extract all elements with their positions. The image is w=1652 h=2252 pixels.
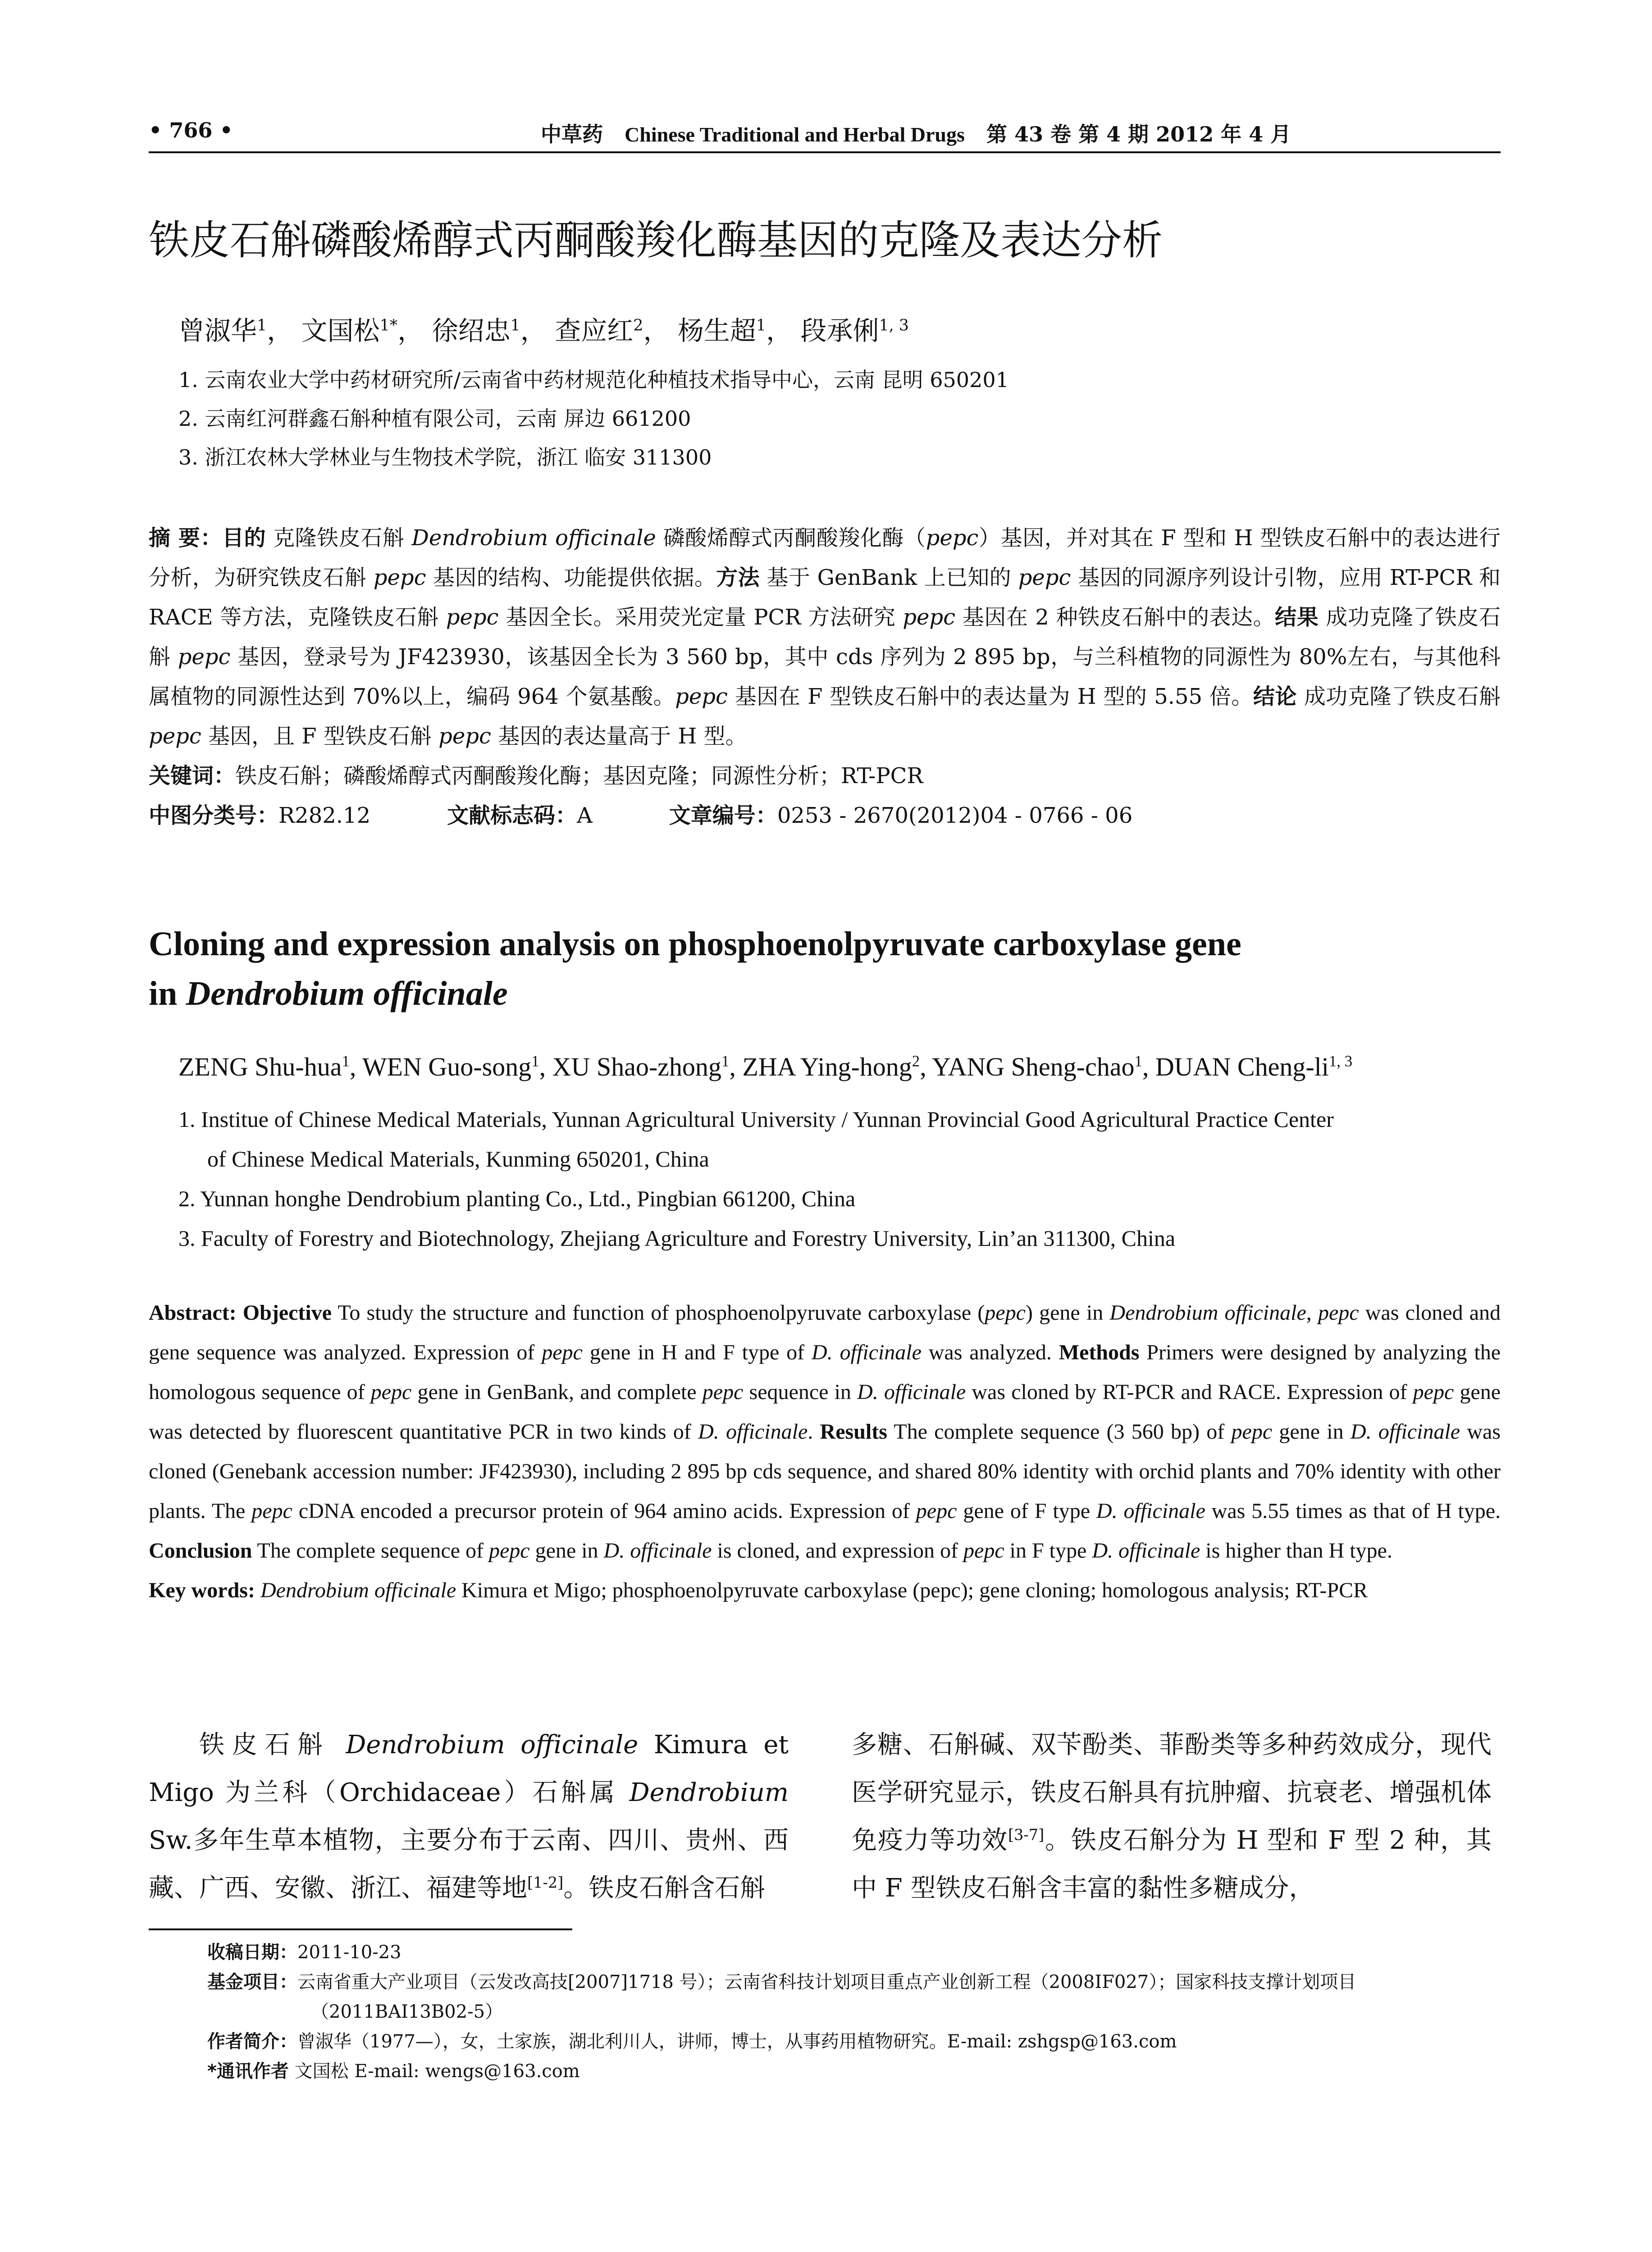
gene-name: pepc <box>963 1539 1004 1563</box>
footnote-label: 作者简介： <box>207 2031 297 2052</box>
gene-name: pepc <box>702 1380 744 1404</box>
text: was cloned by RT-PCR and RACE. Expression of <box>966 1380 1413 1404</box>
text: Sw.多年生草本植物，主要分布于云南、四川、贵州、西藏、广西、安徽、浙江、福建等地 <box>149 1826 789 1903</box>
text: 基因在 2 种铁皮石斛中的表达。 <box>955 605 1275 630</box>
species-name: D. officinale <box>857 1380 966 1404</box>
en-title-line1: Cloning and expression analysis on phosphoenolpyruvate carboxylase gene <box>149 925 1241 963</box>
text: 铁皮石斛 <box>199 1730 346 1760</box>
author-name: YANG Sheng-chao <box>932 1052 1135 1081</box>
species-name: Dendrobium officinale <box>260 1578 456 1602</box>
text: in <box>149 975 186 1012</box>
footnote-fund <box>207 1967 1501 1997</box>
species-name: D. officinale <box>698 1420 808 1444</box>
cn-authors <box>178 315 1485 347</box>
en-authors <box>178 1050 1508 1084</box>
text: 。铁皮石斛含石斛 <box>563 1874 766 1903</box>
species-name: D. officinale <box>1096 1499 1205 1523</box>
text: gene in H and F type of <box>582 1340 812 1364</box>
species-name: Dendrobium officinale <box>1109 1301 1306 1325</box>
author-name: WEN Guo-song <box>362 1052 532 1081</box>
author-name: 杨生超 <box>677 315 756 346</box>
citation: [1-2] <box>527 1874 564 1892</box>
author-affil-mark: 2 <box>912 1052 920 1070</box>
text: 磷酸烯醇式丙酮酸羧化酶（ <box>656 525 926 551</box>
species-name: D. officinale <box>603 1539 712 1563</box>
cn-affiliations <box>178 360 1485 477</box>
author-separator: , <box>349 1052 362 1081</box>
doc-code-label: 文献标志码： <box>447 803 577 828</box>
body-column-right <box>852 1721 1492 1912</box>
author-name: XU Shao-zhong <box>552 1052 721 1081</box>
text: 多糖、石斛碱、双苄酚类、菲酚类等多种药效成分，现代医学研究显示，铁皮石斛具有抗肿瘤、抗衰老、增强机体免疫力等功效 <box>852 1730 1492 1855</box>
text: was cloned and gene sequence was analyzed. Expression of <box>149 1301 1501 1364</box>
en-abstract <box>149 1293 1501 1610</box>
text: 基因的结构、功能提供依据。 <box>426 565 716 590</box>
author-affil-mark: 1 <box>721 1052 730 1070</box>
author-affil-mark: 2 <box>633 316 643 335</box>
footnote-rule <box>149 1928 572 1930</box>
text: 成功克隆了铁皮石斛 <box>149 605 1501 670</box>
text: in F type <box>1004 1539 1092 1563</box>
text: was cloned (Genebank accession number: JF423930), including 2 895 bp cds sequence, and shared 80% identity with orchid plants and 70% identity with other plants. The <box>149 1420 1501 1523</box>
journal-name-en: Chinese Traditional and Herbal Drugs <box>625 123 965 146</box>
text: is cloned, and expression of <box>712 1539 964 1563</box>
journal-issue: 第 43 卷 第 4 期 2012 年 4 月 <box>986 122 1291 146</box>
footnotes <box>207 1937 1501 2086</box>
gene-name: pepc <box>1231 1420 1273 1444</box>
methods-label: Methods <box>1059 1340 1140 1364</box>
gene-name: pepc <box>149 724 201 749</box>
text: 基于 GenBank 上已知的 <box>759 565 1018 590</box>
footnote-label: 收稿日期： <box>207 1942 297 1963</box>
body-paragraph <box>149 1721 789 1912</box>
body-column-left <box>149 1721 789 1912</box>
author-name: 曾淑华 <box>178 315 257 346</box>
text: The complete sequence (3 560 bp) of <box>887 1420 1232 1444</box>
gene-name: pepc <box>985 1301 1026 1325</box>
text: 基因，登录号为 JF423930，该基因全长为 3 560 bp，其中 cds 序列为 2 895 bp，与兰科植物的同源性为 80%左右，与其他科属植物的同源性达到 70%以上，编码 964 个氨基酸。 <box>149 644 1501 709</box>
author-affil-mark: 1, 3 <box>1328 1052 1353 1070</box>
species-name: D. officinale <box>812 1340 922 1364</box>
cn-title: 铁皮石斛磷酸烯醇式丙酮酸羧化酶基因的克隆及表达分析 <box>149 217 1163 264</box>
gene-name: pepc <box>1413 1380 1454 1404</box>
text: . <box>808 1420 820 1444</box>
en-abstract-text <box>149 1293 1501 1571</box>
cn-abstract <box>149 518 1501 835</box>
gene-name: pepc <box>446 605 499 630</box>
author-separator: , <box>920 1052 932 1081</box>
gene-name: pepc <box>370 1380 412 1404</box>
running-header <box>149 118 1501 150</box>
abstract-label: Abstract: Objective <box>149 1301 332 1325</box>
author-affil-mark: 1 <box>342 1052 350 1070</box>
text: Kimura et Migo 为兰科（Orchidaceae）石斛属 <box>149 1730 789 1807</box>
cn-keywords <box>149 756 1501 796</box>
author-name: 文国松 <box>301 315 380 346</box>
author-name: ZHA Ying-hong <box>742 1052 912 1081</box>
text: gene in <box>529 1539 604 1563</box>
text: ）基因，并对其在 F 型和 H 型铁皮石斛中的表达进行分析，为研究铁皮石斛 <box>149 525 1501 590</box>
species-name: Dendrobium officinale <box>346 1730 639 1760</box>
results-label: Results <box>820 1420 887 1444</box>
text: gene in <box>1272 1420 1351 1444</box>
text: 基因在 F 型铁皮石斛中的表达量为 H 型的 5.55 倍。 <box>727 684 1253 709</box>
author-separator: ， <box>520 315 547 346</box>
author-separator: , <box>1142 1052 1155 1081</box>
text: gene in GenBank, and complete <box>411 1380 703 1404</box>
footnote-fund-continued: （2011BAI13B02-5） <box>311 2001 503 2022</box>
keywords: 铁皮石斛；磷酸烯醇式丙酮酸羧化酶；基因克隆；同源性分析；RT-PCR <box>235 763 923 789</box>
article-no-label: 文章编号： <box>669 803 777 828</box>
gene-name: pepc <box>926 525 979 551</box>
conclusion-label: 结论 <box>1253 684 1297 709</box>
methods-label: 方法 <box>716 565 760 590</box>
text: gene of F type <box>957 1499 1096 1523</box>
gene-name: pepc <box>1318 1301 1359 1325</box>
affiliation-continued: of Chinese Medical Materials, Kunming 650201, China <box>207 1146 709 1172</box>
en-keywords <box>149 1571 1501 1610</box>
text: , <box>1306 1301 1318 1325</box>
body-paragraph <box>852 1721 1492 1912</box>
cn-classification <box>149 796 1501 835</box>
text: 基因全长。采用荧光定量 PCR 方法研究 <box>498 605 903 630</box>
species-name: D. officinale <box>1350 1420 1460 1444</box>
clc-number: R282.12 <box>278 803 371 828</box>
affiliation: 1. 云南农业大学中药材研究所/云南省中药材规范化种植技术指导中心，云南 昆明 650201 <box>178 368 1009 392</box>
affiliation: 1. Institue of Chinese Medical Materials, Yunnan Agricultural University / Yunnan Provincial Good Agricultural Practice Center <box>178 1107 1334 1132</box>
en-title-line2 <box>149 969 1501 1018</box>
gene-name: pepc <box>251 1499 292 1523</box>
footnote-text: 曾淑华（1977—），女，土家族，湖北利川人，讲师，博士，从事药用植物研究。E-mail: zshgsp@163.com <box>297 2031 1177 2052</box>
text: The complete sequence of <box>252 1539 489 1563</box>
author-name: 查应红 <box>555 315 634 346</box>
text: 基因，且 F 型铁皮石斛 <box>201 724 439 749</box>
author-affil-mark: 1 <box>531 1052 539 1070</box>
cn-abstract-text <box>149 518 1501 756</box>
header-rule <box>149 151 1501 153</box>
article-no: 0253 - 2670(2012)04 - 0766 - 06 <box>777 803 1133 828</box>
genus-name: Dendrobium <box>629 1778 789 1807</box>
author-separator: , <box>539 1052 552 1081</box>
gene-name: pepc <box>178 644 231 670</box>
species-name: Dendrobium officinale <box>186 975 508 1012</box>
footnote-label: 基金项目： <box>207 1972 297 1992</box>
gene-name: pepc <box>373 565 426 590</box>
author-name: ZENG Shu-hua <box>178 1052 342 1081</box>
author-separator: ， <box>766 315 793 346</box>
text: Primers were designed by analyzing the homologous sequence of <box>149 1340 1501 1404</box>
journal-name <box>541 118 1291 148</box>
text: was analyzed. <box>921 1340 1059 1364</box>
page-number: • 766 • <box>149 118 233 142</box>
affiliation: 2. Yunnan honghe Dendrobium planting Co., Ltd., Pingbian 661200, China <box>178 1186 856 1211</box>
gene-name: pepc <box>488 1539 530 1563</box>
author-affil-mark: 1 <box>257 316 267 335</box>
text: gene was detected by fluorescent quantitative PCR in two kinds of <box>149 1380 1501 1444</box>
gene-name: pepc <box>916 1499 957 1523</box>
text: To study the structure and function of phosphoenolpyruvate carboxylase ( <box>332 1301 985 1325</box>
author-separator: ， <box>397 315 424 346</box>
keywords-label: 关键词： <box>149 763 236 789</box>
author-affil-mark: 1, 3 <box>879 316 909 335</box>
author-name: 徐绍忠 <box>432 315 511 346</box>
text: ) gene in <box>1025 1301 1110 1325</box>
gene-name: pepc <box>438 724 491 749</box>
objective-label: 目的 <box>222 525 266 551</box>
author-name: 段承俐 <box>800 315 879 346</box>
gene-name: pepc <box>903 605 955 630</box>
gene-name: pepc <box>675 684 728 709</box>
affiliation: 2. 云南红河群鑫石斛种植有限公司，云南 屏边 661200 <box>178 406 691 431</box>
en-affiliations <box>178 1099 1503 1258</box>
conclusion-label: Conclusion <box>149 1539 252 1563</box>
clc-label: 中图分类号： <box>149 803 279 828</box>
footnote-corresponding <box>207 2056 1501 2086</box>
en-title <box>149 919 1501 1018</box>
footnote-label: *通讯作者 <box>207 2061 289 2082</box>
text: sequence in <box>743 1380 858 1404</box>
keywords-label: Key words: <box>149 1578 260 1602</box>
author-separator: ， <box>267 315 293 346</box>
footnote-text: 云南省重大产业项目（云发改高技[2007]1718 号）；云南省科技计划项目重点产业创新工程（2008IF027）；国家科技支撑计划项目 <box>297 1972 1356 1992</box>
text: 成功克隆了铁皮石斛 <box>1296 684 1501 709</box>
affiliation: 3. Faculty of Forestry and Biotechnology, Zhejiang Agriculture and Forestry University, Lin’an 311300, China <box>178 1226 1176 1251</box>
author-affil-mark: 1* <box>379 316 398 335</box>
footnote-text: 2011-10-23 <box>297 1942 402 1963</box>
author-name: DUAN Cheng-li <box>1155 1052 1329 1081</box>
text: was 5.55 times as that of H type. <box>1205 1499 1501 1523</box>
author-separator: , <box>729 1052 743 1081</box>
text: 。铁皮石斛分为 H 型和 F 型 2 种，其中 F 型铁皮石斛含丰富的黏性多糖成分， <box>852 1826 1492 1903</box>
species-name: D. officinale <box>1092 1539 1200 1563</box>
text: cDNA encoded a precursor protein of 964 amino acids. Expression of <box>292 1499 916 1523</box>
author-affil-mark: 1 <box>510 316 520 335</box>
text: 基因的表达量高于 H 型。 <box>491 724 747 749</box>
footnote-author <box>207 2027 1501 2056</box>
footnote-text: 文国松 E-mail: wengs@163.com <box>288 2061 580 2082</box>
gene-name: pepc <box>1018 565 1071 590</box>
author-separator: ， <box>643 315 670 346</box>
text: 克隆铁皮石斛 <box>266 525 412 551</box>
doc-code: A <box>577 803 593 828</box>
author-affil-mark: 1 <box>1134 1052 1142 1070</box>
journal-name-cn: 中草药 <box>541 122 603 146</box>
citation: [3-7] <box>1008 1826 1045 1844</box>
footnote-received <box>207 1937 1501 1967</box>
text: 基因的同源序列设计引物，应用 RT-PCR 和 RACE 等方法，克隆铁皮石斛 <box>149 565 1501 630</box>
keywords: Kimura et Migo; phosphoenolpyruvate carboxylase (pepc); gene cloning; homologous analysis; RT-PCR <box>456 1578 1368 1602</box>
text: is higher than H type. <box>1200 1539 1392 1563</box>
results-label: 结果 <box>1275 605 1319 630</box>
gene-name: pepc <box>542 1340 583 1364</box>
affiliation: 3. 浙江农林大学林业与生物技术学院，浙江 临安 311300 <box>178 445 712 470</box>
species-name: Dendrobium officinale <box>411 525 656 551</box>
author-affil-mark: 1 <box>756 316 766 335</box>
abstract-label: 摘 要： <box>149 525 223 551</box>
